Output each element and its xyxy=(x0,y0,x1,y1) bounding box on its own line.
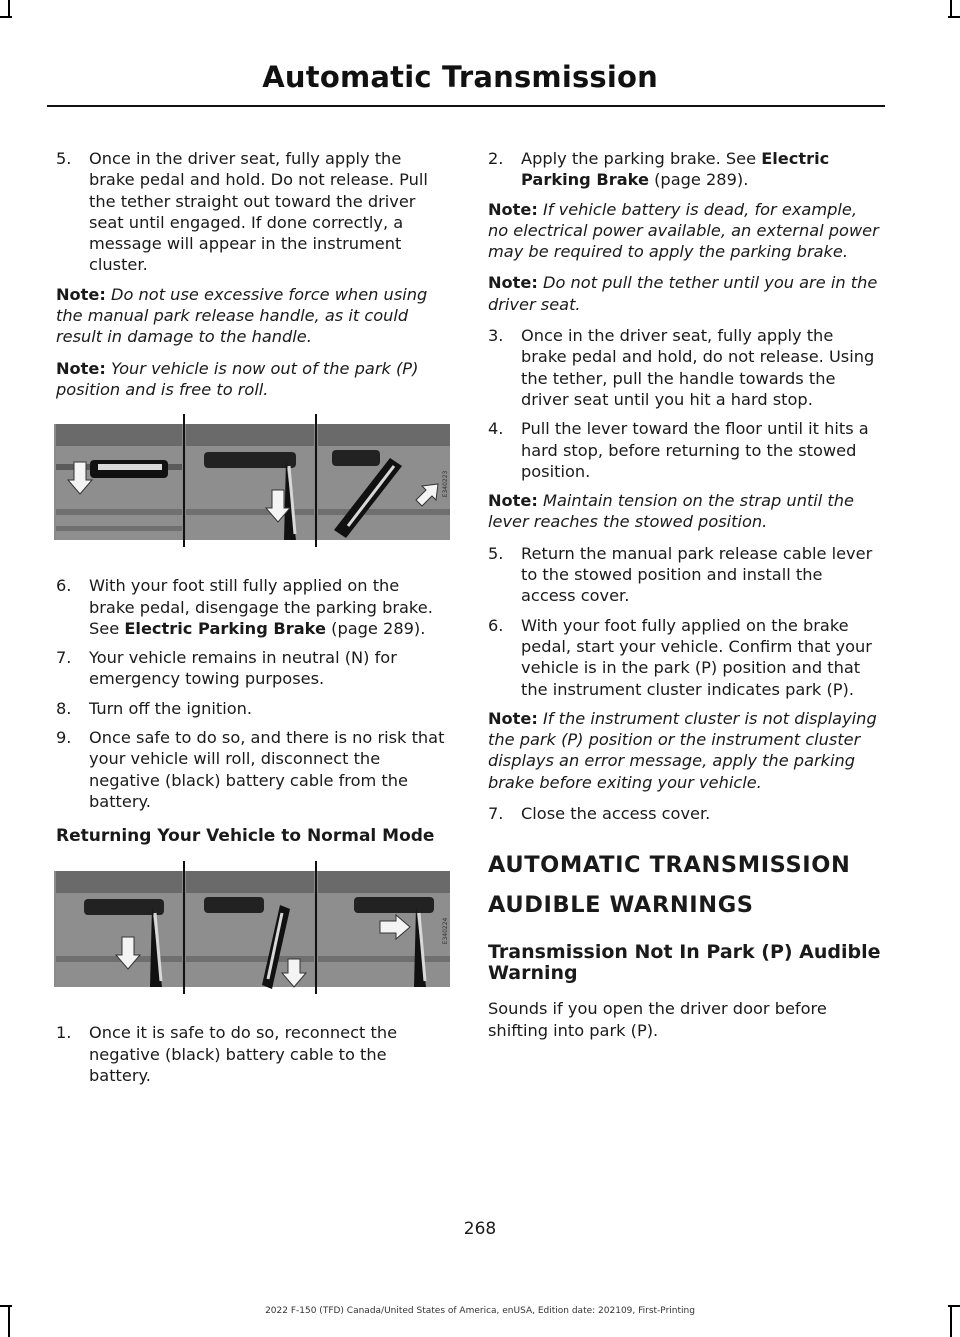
list-item xyxy=(56,1022,448,1086)
list-item xyxy=(488,543,882,607)
note-text: If vehicle battery is dead, for example, no electrical power available, an external power may be required to apply the parking brake. xyxy=(488,199,879,262)
subsection-heading: Transmission Not In Park (P) Audible Warning xyxy=(488,941,881,985)
figure-code: E340224 xyxy=(442,917,449,945)
step-number: 2. xyxy=(488,149,504,168)
panel-3 xyxy=(318,871,450,987)
note xyxy=(488,490,882,533)
section-heading xyxy=(488,850,882,920)
step-number: 7. xyxy=(56,648,72,668)
crop-mark xyxy=(0,16,12,18)
note-label: Note: xyxy=(488,273,538,293)
note-text: Do not use excessive force when using the manual park release handle, as it could result in damage to the handle. xyxy=(56,284,428,347)
note-label: Note: xyxy=(488,708,538,728)
figure-code: E340223 xyxy=(442,470,449,498)
note xyxy=(488,708,882,793)
figure-manual-park-release xyxy=(54,414,450,547)
note-text: Do not pull the tether until you are in the driver seat. xyxy=(488,273,878,314)
left-column xyxy=(56,148,448,1094)
note xyxy=(56,284,448,348)
step-number: 4. xyxy=(488,419,504,439)
page-title: Automatic Transmission xyxy=(262,60,658,94)
list-item xyxy=(488,325,882,410)
step-number: 3. xyxy=(488,326,504,346)
section-heading-line2: AUDIBLE WARNINGS xyxy=(488,892,754,919)
step-text: Once it is safe to do so, reconnect the negative (black) battery cable to the battery. xyxy=(89,1023,398,1085)
step-number: 8. xyxy=(56,698,72,718)
section-heading-line1: AUTOMATIC TRANSMISSION xyxy=(488,852,851,879)
step-text: Turn off the ignition. xyxy=(89,698,253,718)
list-item xyxy=(56,647,448,690)
note-label: Note: xyxy=(488,491,538,511)
step-text: Once safe to do so, and there is no risk that your vehicle will roll, disconnect the negative (black) battery cable from the battery. xyxy=(89,728,445,811)
step-number: 6. xyxy=(56,576,72,596)
step-text: Close the access cover. xyxy=(521,804,711,824)
note xyxy=(488,272,882,315)
note xyxy=(488,199,882,263)
normal-mode-illustration xyxy=(54,861,450,994)
panel-1 xyxy=(56,424,182,540)
right-column xyxy=(488,148,882,1051)
panel-3 xyxy=(318,424,450,540)
page-reference: (page 289). xyxy=(648,170,749,190)
note-label: Note: xyxy=(56,358,106,378)
page-number: 268 xyxy=(463,1219,497,1239)
step-text: With your foot fully applied on the brake pedal, start your vehicle. Confirm that your vehicle is in the park (P) position and that the instrument cluster indicates park (P). xyxy=(521,615,872,699)
body-text: Sounds if you open the driver door before shifting into park (P). xyxy=(488,999,827,1040)
step-text: Your vehicle remains in neutral (N) for emergency towing purposes. xyxy=(89,648,397,689)
step-text: Once in the driver seat, fully apply the brake pedal and hold. Do not release. Pull the tether straight out toward the driver seat until engaged. If done correctly, a message will appear in the instrument cluster. xyxy=(89,149,428,275)
list-item xyxy=(488,615,882,700)
figure-return-normal-mode xyxy=(54,861,450,994)
list-item xyxy=(488,803,882,824)
step-text: Apply the parking brake. See xyxy=(521,149,762,168)
list-item xyxy=(56,698,448,719)
list-item xyxy=(56,148,448,276)
step-text: Pull the lever toward the floor until it hits a hard stop, before returning to the stowed position. xyxy=(521,419,869,481)
cross-reference-link[interactable]: Electric Parking Brake xyxy=(521,149,830,190)
header-rule xyxy=(47,105,885,107)
note-text: If the instrument cluster is not displaying the park (P) position or the instrument cluster displays an error message, apply the parking brake before exiting your vehicle. xyxy=(488,708,877,792)
note-label: Note: xyxy=(56,284,106,304)
step-number: 1. xyxy=(56,1023,72,1043)
step-text: Return the manual park release cable lever to the stowed position and install the access cover. xyxy=(521,543,873,606)
panel-2 xyxy=(186,871,314,989)
panel-2 xyxy=(186,424,314,540)
step-number: 5. xyxy=(56,149,72,168)
list-item xyxy=(488,418,882,482)
list-item xyxy=(488,148,882,191)
park-release-illustration xyxy=(54,414,450,547)
note-text: Maintain tension on the strap until the lever reaches the stowed position. xyxy=(488,491,855,532)
footer-edition: 2022 F-150 (TFD) Canada/United States of America, enUSA, Edition date: 202109, First-Printing xyxy=(265,1306,695,1316)
step-number: 9. xyxy=(56,728,72,748)
step-text: With your foot still fully applied on the brake pedal, disengage the parking brake. See xyxy=(89,576,433,638)
note xyxy=(56,358,448,401)
section-subheading: Returning Your Vehicle to Normal Mode xyxy=(56,826,435,847)
step-number: 7. xyxy=(488,804,504,824)
step-number: 5. xyxy=(488,543,504,563)
step-number: 6. xyxy=(488,615,504,635)
panel-1 xyxy=(56,871,182,987)
note-label: Note: xyxy=(488,199,538,219)
page-reference: (page 289). xyxy=(325,618,426,638)
note-text: Your vehicle is now out of the park (P) position and is free to roll. xyxy=(56,358,419,399)
cross-reference-link[interactable]: Electric Parking Brake xyxy=(124,618,326,638)
list-item xyxy=(56,575,448,639)
crop-mark xyxy=(948,16,960,18)
list-item xyxy=(56,727,448,812)
step-text: Once in the driver seat, fully apply the brake pedal and hold, do not release. Using the tether, pull the handle towards the driver seat until you hit a hard stop. xyxy=(521,326,875,409)
